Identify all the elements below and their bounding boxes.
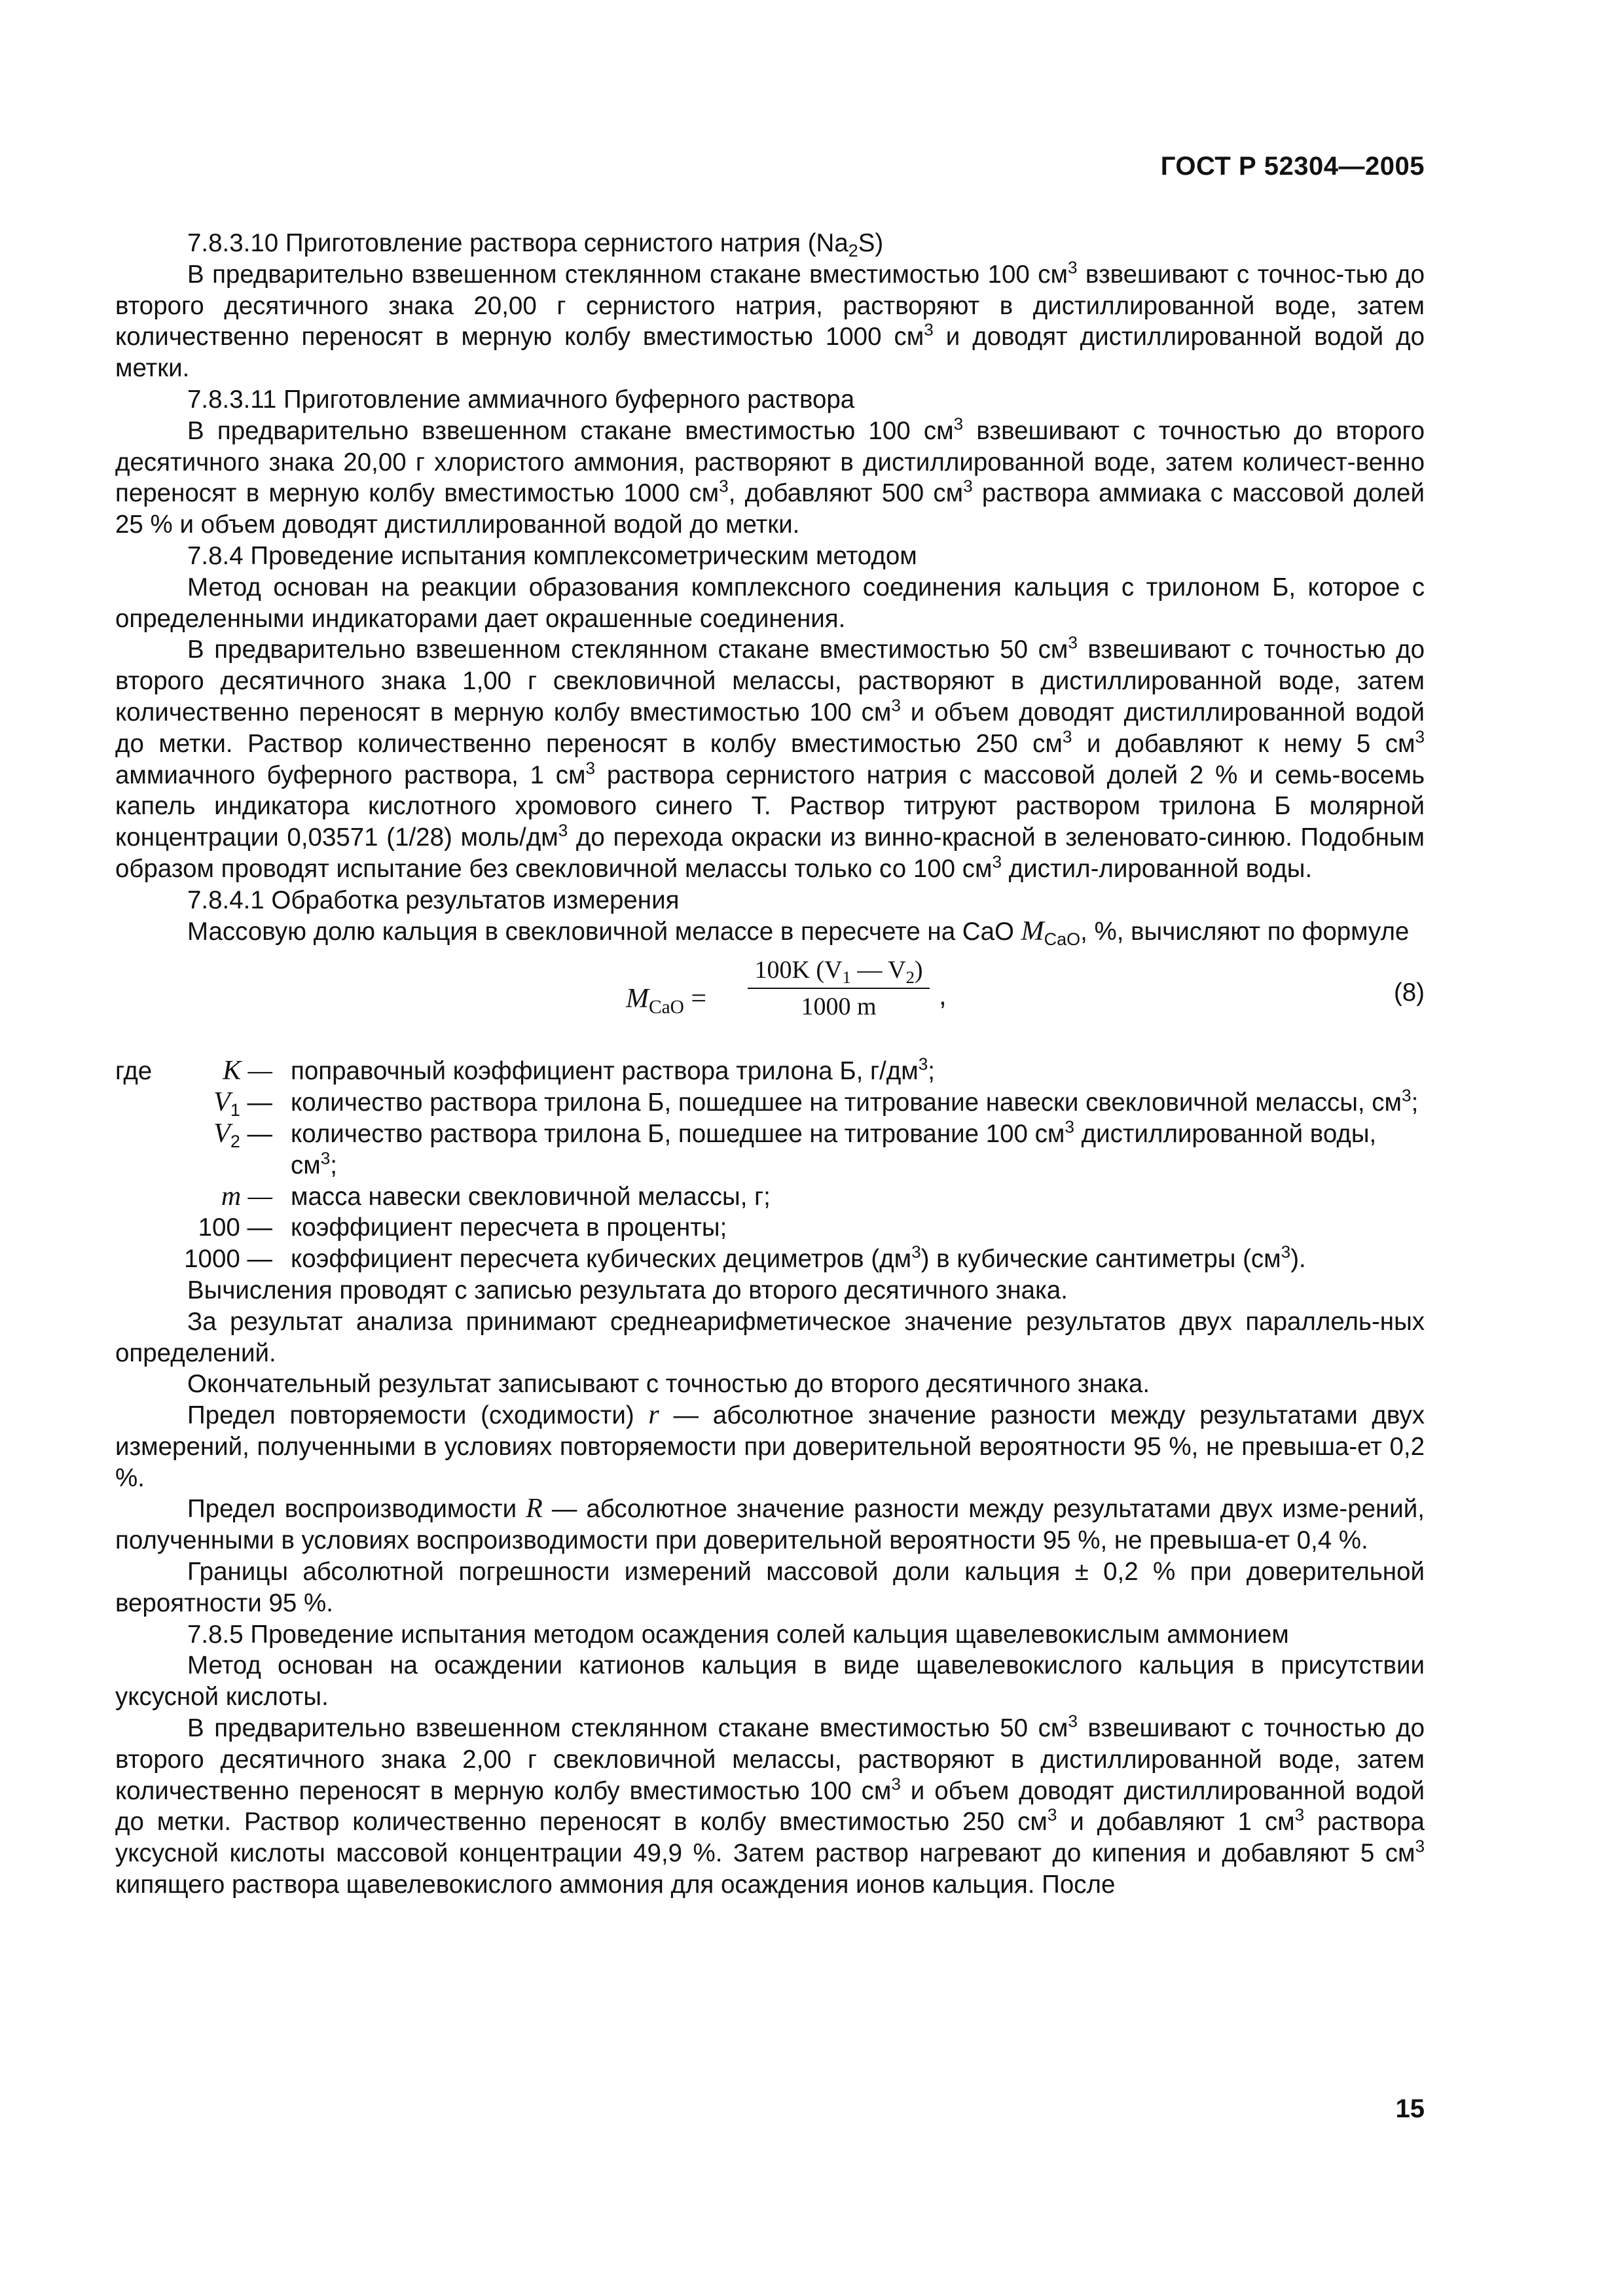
fraction-bar — [748, 988, 930, 989]
legend-symbol: $V_1$ — — [213, 1087, 272, 1121]
legend-definition: масса навески свекловичной мелассы, г; — [291, 1182, 771, 1211]
section-7-8-3-10-title: 7.8.3.10 Приготовление раствора сернистого натрия $(Na_2S)$ — [187, 229, 884, 261]
paragraph: В предварительно взвешенном стеклянном стакане вместимостью 50 $см^3$ взвешивают с точностью до второго десятичного знака 2,00 г свекловичной мелассы, растворяют в дистиллированной воде, затем количественно переносят в мерную колбу вместимостью 100 $см^3$ и объем доводят дистиллированной водой до метки. Раствор количественно переносят в колбу вместимостью 250 $см^3$ и добавляют 1 $см^3$ раствора уксусной кислоты массовой концентрации 49,9 %. Затем раствор нагревают до кипения и добавляют 5 $см^3$ кипящего раствора щавелевокислого аммония для осаждения ионов кальция. После — [115, 1711, 1425, 1899]
section-7-8-4-1-title: 7.8.4.1 Обработка результатов измерения — [187, 886, 680, 914]
legend-row — [115, 1087, 1425, 1119]
legend-row — [115, 1181, 1425, 1213]
legend-definition: поправочный коэффициент раствора трилона Б, $г/дм^3$; — [291, 1054, 935, 1086]
document-body — [115, 228, 1425, 1901]
paragraph: Предел повторяемости (сходимости) r — абсолютное значение разности между результатами двух измерений, полученными в условиях повторяемости при доверительной вероятности 95 %, не превыша-ет 0,2 %. — [115, 1400, 1425, 1492]
formula-number: (8) — [1393, 978, 1425, 1007]
paragraph: Метод основан на осаждении катионов кальция в виде щавелевокислого кальция в присутствии уксусной кислоты. — [115, 1651, 1425, 1712]
legend-symbol: K — — [223, 1056, 272, 1086]
legend-definition: коэффициент пересчета в проценты; — [291, 1213, 727, 1242]
legend-row — [115, 1119, 1425, 1181]
paragraph: Вычисления проводят с записью результата до второго десятичного знака. — [187, 1276, 1068, 1304]
paragraph: Окончательный результат записывают с точностью до второго десятичного знака. — [187, 1370, 1150, 1399]
formula-numerator: 100K ($V_1$ — $V_2$) — [754, 956, 923, 988]
paragraph: Массовую долю кальция в свекловичной мелассе в пересчете на CaO $M_{CaO}$, %, вычисляют по формуле — [187, 916, 1410, 949]
legend-symbol: 100 — — [198, 1213, 272, 1242]
paragraph: Границы абсолютной погрешности измерений массовой доли кальция ± 0,2 % при доверительной вероятности 95 %. — [115, 1558, 1425, 1617]
paragraph: В предварительно взвешенном стакане вместимостью 100 $см^3$ взвешивают с точностью до второго десятичного знака 20,00 г хлористого аммония, растворяют в дистиллированной воде, затем количест-венно переносят в мерную колбу вместимостью 1000 $см^3$, добавляют 500 $см^3$ раствора аммиака с массовой долей 25 % и объем доводят дистиллированной водой до метки. — [115, 414, 1425, 539]
formula-denominator: 1000 m — [801, 993, 877, 1021]
document-page — [115, 0, 1425, 2296]
section-7-8-4-title: 7.8.4 Проведение испытания комплексометрическим методом — [187, 541, 917, 570]
paragraph: Предел воспроизводимости R — абсолютное значение разности между результатами двух изме-рений, полученными в условиях воспроизводимости при доверительной вероятности 95 %, не превыша-ет 0,4 %. — [115, 1494, 1425, 1555]
formula-comma: , — [939, 980, 947, 1011]
legend-symbol: 1000 — — [184, 1245, 272, 1274]
standard-code-header: ГОСТ Р 52304—2005 — [1160, 152, 1425, 181]
legend-symbol: m — — [221, 1181, 272, 1211]
formula-fraction — [744, 954, 934, 1023]
paragraph: В предварительно взвешенном стеклянном стакане вместимостью 100 $см^3$ взвешивают с точнос-тью до второго десятичного знака 20,00 г сернистого натрия, растворяют в дистиллированной воде, затем количественно переносят в мерную колбу вместимостью 1000 $см^3$ и доводят дистиллированной водой до метки. — [115, 257, 1425, 383]
legend-definition: количество раствора трилона Б, пошедшее на титрование навески свекловичной мелассы, $см^3$; — [291, 1085, 1419, 1117]
formula-8 — [115, 954, 1425, 1052]
formula-lhs: $M_{CaO}$ = — [626, 984, 707, 1018]
section-7-8-3-11-title: 7.8.3.11 Приготовление аммиачного буферного раствора — [187, 385, 855, 414]
legend-row — [115, 1244, 1425, 1275]
section-7-8-5-title: 7.8.5 Проведение испытания методом осаждения солей кальция щавелевокислым аммонием — [187, 1620, 1289, 1649]
legend-symbol: $V_2$ — — [213, 1118, 272, 1151]
legend-row — [115, 1056, 1425, 1087]
paragraph: В предварительно взвешенном стеклянном стакане вместимостью 50 $см^3$ взвешивают с точностью до второго десятичного знака 1,00 г свекловичной мелассы, растворяют в дистиллированной воде, затем количественно переносят в мерную колбу вместимостью 100 $см^3$ и объем доводят дистиллированной водой до метки. Раствор количественно переносят в колбу вместимостью 250 $см^3$ и добавляют к нему 5 $см^3$ аммиачного буферного раствора, 1 $см^3$ раствора сернистого натрия с массовой долей 2 % и семь-восемь капель индикатора кислотного хромового синего Т. Раствор титруют раствором трилона Б молярной концентрации 0,03571 (1/28) моль/$дм^3$ до перехода окраски из винно-красной в зеленовато-синюю. Подобным образом проводят испытание без свекловичной мелассы только со 100 $см^3$ дистил-лированной воды. — [115, 632, 1425, 883]
paragraph: За результат анализа принимают среднеарифметическое значение результатов двух параллель-ных определений. — [115, 1307, 1425, 1367]
legend-definition: коэффициент пересчета кубических дециметров $(дм^3)$ в кубические сантиметры $(см^3)$. — [291, 1242, 1306, 1274]
legend-where: где — [115, 1057, 153, 1086]
legend-row — [115, 1212, 1425, 1244]
page-number: 15 — [1395, 2094, 1425, 2123]
legend-definition: количество раствора трилона Б, пошедшее на титрование 100 $см^3$ дистиллированной воды, $см^3$; — [291, 1117, 1377, 1179]
paragraph: Метод основан на реакции образования комплексного соединения кальция с трилоном Б, которое с определенными индикаторами дает окрашенные соединения. — [115, 573, 1425, 633]
variable-legend — [115, 1056, 1425, 1275]
